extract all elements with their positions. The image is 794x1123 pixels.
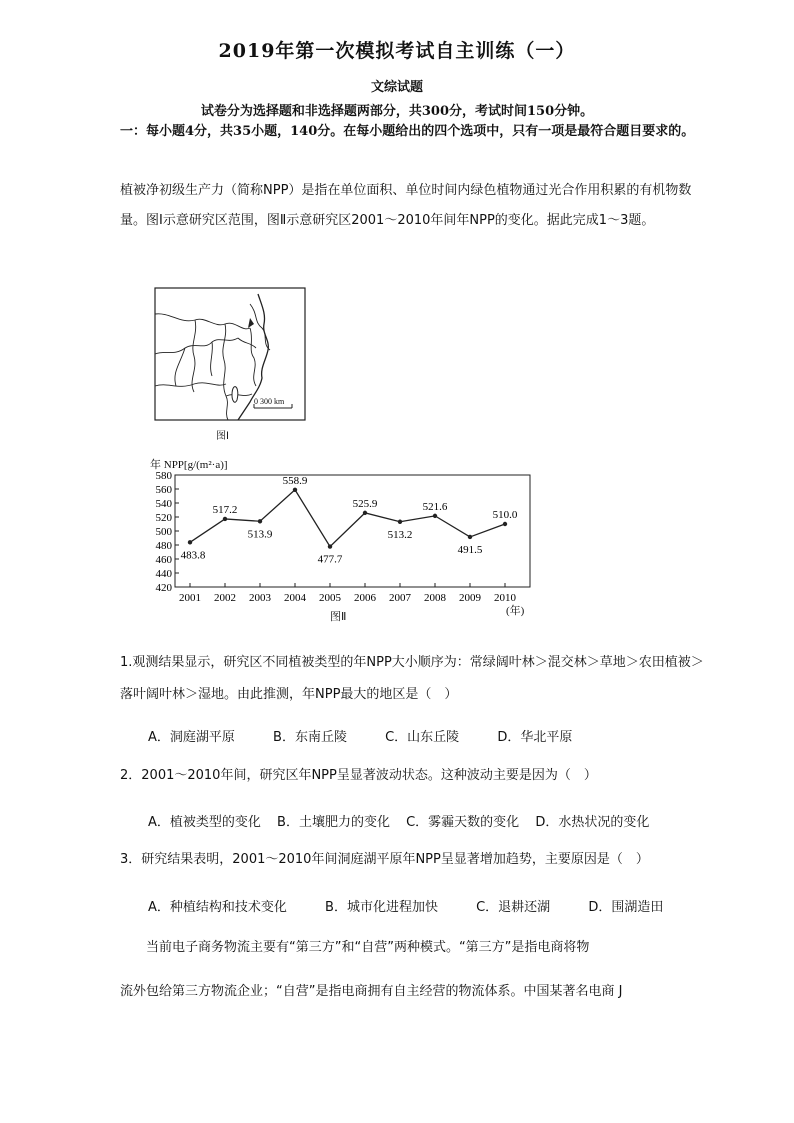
- y-tick-label: 580: [155, 470, 172, 482]
- q1-option-b[interactable]: B．东南丘陵: [273, 730, 347, 745]
- data-point-2009: [468, 535, 472, 539]
- x-tick-label: 2003: [249, 592, 271, 604]
- exam-instruction: 试卷分为选择题和非选择题两部分，共300分，考试时间150分钟。: [200, 104, 594, 119]
- exam-title: 2019年第一次模拟考试自主训练（一）: [218, 40, 576, 62]
- passage-text: 植被净初级生产力（简称NPP）是指在单位面积、单位时间内绿色植物通过光合作用积累的有机物数量。图Ⅰ示意研究区范围，图Ⅱ示意研究区2001～2010年间年NPP的变化。据此完成1～3题。: [120, 183, 692, 228]
- x-tick-label: 2008: [424, 592, 446, 604]
- q1-option-a[interactable]: A．洞庭湖平原: [148, 730, 235, 745]
- data-point-2005: [328, 544, 332, 548]
- data-point-2010: [503, 522, 507, 526]
- value-label-2004: 558.9: [282, 474, 308, 487]
- data-point-2006: [363, 511, 367, 515]
- q2-option-c[interactable]: C．雾霾天数的变化: [406, 815, 520, 830]
- y-tick-label: 560: [155, 484, 172, 496]
- q1-option-d[interactable]: D．华北平原: [497, 730, 573, 745]
- x-axis-unit: (年): [506, 605, 525, 617]
- q3-option-a[interactable]: A．种植结构和技术变化: [148, 900, 287, 915]
- value-label-2009: 491.5: [457, 543, 483, 556]
- y-axis-label: 年 NPP[g/(m²·a)]: [150, 459, 228, 471]
- value-label-2001: 483.8: [180, 549, 206, 562]
- x-tick-label: 2006: [354, 592, 376, 604]
- x-tick-label: 2009: [459, 592, 481, 604]
- q2-option-b[interactable]: B．土壤肥力的变化: [277, 815, 390, 830]
- q2-option-a[interactable]: A．植被类型的变化: [148, 815, 261, 830]
- question-3-options: [148, 896, 697, 915]
- x-tick-label: 2001: [179, 592, 201, 604]
- data-point-2004: [293, 488, 297, 492]
- y-tick-label: 460: [155, 554, 172, 566]
- value-label-2010: 510.0: [492, 509, 518, 521]
- q3-option-b[interactable]: B．城市化进程加快: [325, 900, 438, 915]
- figure2-caption: 图Ⅱ: [330, 611, 347, 623]
- section-intro: 一：每小题4分，共35小题，140分。在每小题给出的四个选项中，只有一项是最符合题目要求的。: [120, 124, 695, 139]
- x-tick-label: 2002: [214, 592, 236, 604]
- data-point-2008: [433, 514, 437, 518]
- question-2-stem: 2．2001～2010年间，研究区年NPP呈显著波动状态。这种波动主要是因为（ ）: [120, 768, 597, 783]
- q1-option-c[interactable]: C．山东丘陵: [385, 730, 460, 745]
- question-1-stem: 1.观测结果显示，研究区不同植被类型的年NPP大小顺序为：常绿阔叶林＞混交林＞草地＞农田植被＞落叶阔叶林＞湿地。由此推测，年NPP最大的地区是（ ）: [120, 655, 704, 702]
- data-point-2001: [188, 540, 192, 544]
- figure2-npp-chart: [140, 450, 540, 628]
- scale-label: 0 300 km: [254, 397, 285, 406]
- x-tick-label: 2005: [319, 592, 341, 604]
- data-point-2002: [223, 517, 227, 521]
- value-label-2003: 513.9: [247, 528, 273, 541]
- passage2-line1: 当前电子商务物流主要有“第三方”和“自营”两种模式。“第三方”是指电商将物: [146, 940, 590, 955]
- figure1-caption: 图Ⅰ: [216, 431, 229, 442]
- question-1-options: [148, 726, 606, 745]
- y-tick-label: 440: [155, 568, 172, 580]
- figure1-map: [150, 284, 310, 444]
- value-label-2005: 477.7: [317, 553, 343, 566]
- q2-option-d[interactable]: D．水热状况的变化: [535, 815, 650, 830]
- q3-option-d[interactable]: D．围湖造田: [588, 900, 664, 915]
- y-tick-label: 420: [155, 582, 172, 594]
- y-tick-label: 540: [155, 498, 172, 510]
- question-2-options: [148, 811, 661, 830]
- passage2-line2: 流外包给第三方物流企业；“自营”是指电商拥有自主经营的物流体系。中国某著名电商 J: [120, 984, 623, 999]
- plot-frame: [175, 475, 530, 587]
- x-tick-label: 2010: [494, 592, 516, 604]
- y-tick-label: 520: [155, 512, 172, 524]
- q3-option-c[interactable]: C．退耕还湖: [476, 900, 551, 915]
- x-tick-label: 2004: [284, 592, 306, 604]
- y-tick-label: 480: [155, 540, 172, 552]
- value-label-2002: 517.2: [212, 503, 238, 516]
- data-point-2003: [258, 519, 262, 523]
- island-shape: [232, 387, 238, 403]
- exam-subtitle: 文综试题: [370, 80, 423, 95]
- value-label-2007: 513.2: [387, 528, 413, 541]
- npp-series-line: [190, 490, 505, 547]
- value-label-2008: 521.6: [422, 500, 448, 513]
- value-label-2006: 525.9: [352, 497, 378, 510]
- data-point-2007: [398, 520, 402, 524]
- y-tick-label: 500: [155, 526, 172, 538]
- question-3-stem: 3．研究结果表明，2001～2010年间洞庭湖平原年NPP呈显著增加趋势，主要原因是（ ）: [120, 852, 649, 867]
- x-tick-label: 2007: [389, 592, 411, 604]
